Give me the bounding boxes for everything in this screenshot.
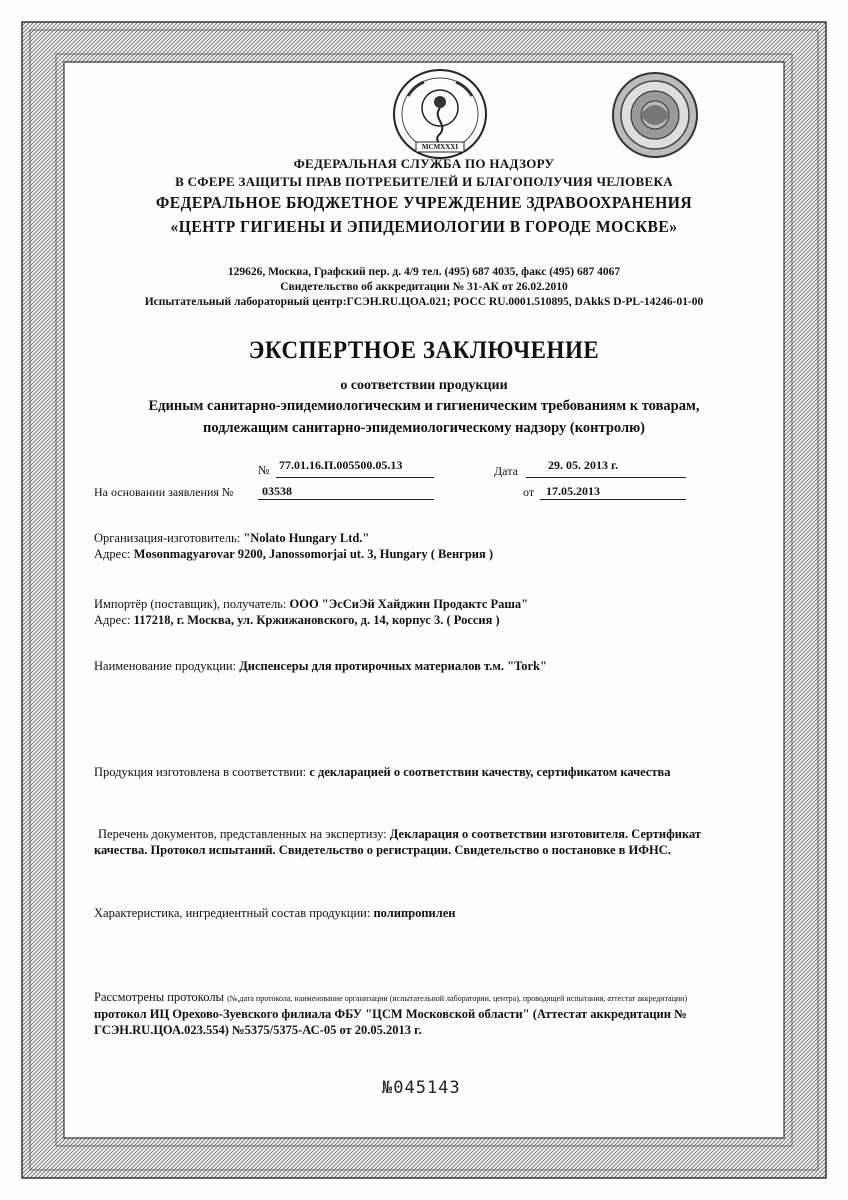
manufacturer-address-row [94,547,493,562]
produced-label: Продукция изготовлена в соответствии: [94,765,307,779]
subtitle-line-2: Единым санитарно-эпидемиологическим и гигиеническим требованиям к товарам, [148,398,700,414]
manufacturer-label: Организация-изготовитель: [94,531,241,545]
emblem-caption: MCMXXXI [421,143,459,151]
contact-address: 129626, Москва, Графский пер. д. 4/9 тел. (495) 687 4035, факс (495) 687 4067 [227,266,621,278]
reg-number-label: № [258,463,270,477]
protocols-note: (№,дата протокола, наименование организации (испытательной лаборатории, центра), проводящей испытания, аттестат аккредитации) [227,994,688,1003]
institution-line-2: «ЦЕНТР ГИГИЕНЫ И ЭПИДЕМИОЛОГИИ В ГОРОДЕ МОСКВЕ» [170,217,678,236]
reg-date: 29. 05. 2013 г. [548,458,619,472]
produced-value: с декларацией о соответствии качеству, сертификатом качества [309,765,671,779]
documents-label: Перечень документов, представленных на экспертизу: [98,827,387,841]
application-date: 17.05.2013 [546,484,600,498]
lab-center-line: Испытательный лабораторный центр:ГСЭН.RU.ЦОА.021; РОСС RU.0001.510895, DAkkS D-PL-14246-01-00 [144,296,704,308]
manufacturer-address-label: Адрес: [94,547,131,561]
round-seal [610,70,700,160]
produced-row [94,765,671,780]
reg-date-label: Дата [494,464,518,478]
protocols-line-2: протокол ИЦ Орехово-Зуевского филиала ФБУ "ЦСМ Московской области" (Аттестат аккредитации № [94,1007,687,1021]
manufacturer-address: Mosonmagyarovar 9200, Janossomorjai ut. 3, Hungary ( Венгрия ) [133,547,494,561]
importer-row [94,597,528,612]
documents-row [98,827,701,842]
protocols-row [94,990,687,1005]
composition-label: Характеристика, ингредиентный состав продукции: [94,906,371,920]
application-number: 03538 [262,484,292,498]
subtitle-line-3: подлежащим санитарно-эпидемиологическому надзору (контролю) [203,420,645,436]
subtitle-line-1: о соответствии продукции [340,378,508,393]
documents-value-1: Декларация о соответствии изготовителя. Сертификат [389,827,702,841]
agency-line-1: ФЕДЕРАЛЬНАЯ СЛУЖБА ПО НАДЗОРУ [293,156,555,171]
center-emblem [380,66,500,166]
manufacturer-row [94,531,369,546]
composition-row [94,906,456,921]
accreditation-line: Свидетельство об аккредитации № 31-АК от 26.02.2010 [280,281,568,293]
reg-number: 77.01.16.П.005500.05.13 [279,458,403,472]
document-title: ЭКСПЕРТНОЕ ЗАКЛЮЧЕНИЕ [248,337,600,364]
product-row [94,659,547,674]
application-label: На основании заявления № [94,485,234,499]
serial-number: №045143 [382,1078,461,1098]
documents-value-2: качества. Протокол испытаний. Свидетельство о регистрации. Свидетельство о постановке в ИФНС. [94,843,671,857]
importer-label: Импортёр (поставщик), получатель: [94,597,287,611]
importer-address-row [94,613,500,628]
importer-name: ООО "ЭсСиЭй Хайджин Продактс Раша" [289,597,529,611]
institution-line-1: ФЕДЕРАЛЬНОЕ БЮДЖЕТНОЕ УЧРЕЖДЕНИЕ ЗДРАВООХРАНЕНИЯ [155,193,693,212]
manufacturer-name: "Nolato Hungary Ltd." [243,531,370,545]
protocols-line-3: ГСЭН.RU.ЦОА.023.554) №5375/5375-АС-05 от 20.05.2013 г. [94,1023,422,1037]
importer-address: 117218, г. Москва, ул. Кржижановского, д. 14, корпус 3. ( Россия ) [133,613,500,627]
protocols-label: Рассмотрены протоколы [94,990,224,1004]
importer-address-label: Адрес: [94,613,131,627]
application-date-label: от [523,485,535,499]
product-label: Наименование продукции: [94,659,237,673]
product-name: Диспенсеры для протирочных материалов т.м. "Tork" [239,659,547,673]
agency-line-2: В СФЕРЕ ЗАЩИТЫ ПРАВ ПОТРЕБИТЕЛЕЙ И БЛАГОПОЛУЧИЯ ЧЕЛОВЕКА [175,174,673,189]
composition-value: полипропилен [373,906,456,920]
